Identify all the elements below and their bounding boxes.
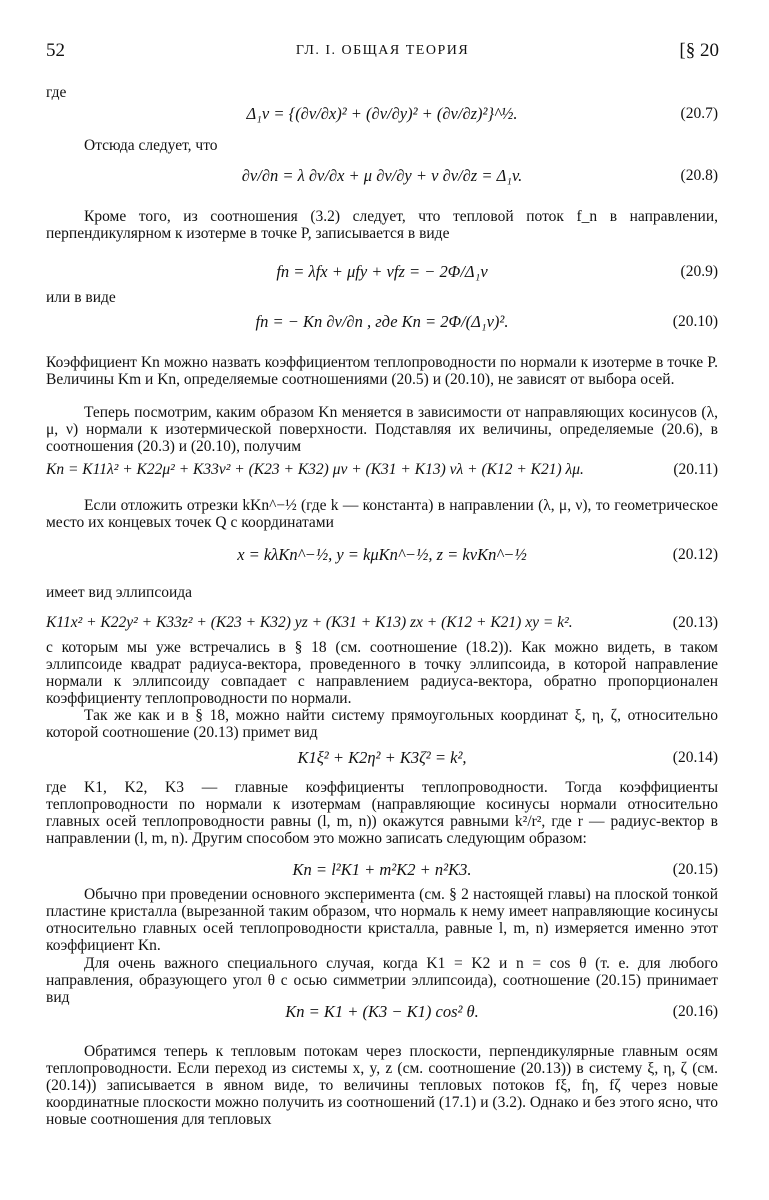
equation-formula: x = kλKn^−½, y = kμKn^−½, z = kνKn^−½: [237, 545, 527, 564]
paragraph: Обычно при проведении основного эксперимента (см. § 2 настоящей главы) на плоской тонкой пластине кристалла (вырезанной таким образом, что нормаль к нему имеет направляющие косинусы относительно главных осей теплопроводности кристалла, равные l, m, n) измеряется именно этот коэффициент Kn.: [46, 886, 718, 954]
equation-20-11: [46, 450, 718, 490]
paragraph: где K1, K2, K3 — главные коэффициенты теплопроводности. Тогда коэффициенты теплопроводности по нормали к изотермам (направляющие косинусы нормали относительно главных осей теплопроводности равны (l, m, n)) окажутся равными k²/r², где r — радиус-вектор в направлении (l, m, n). Другим способом это можно записать следующим образом:: [46, 779, 718, 847]
equation-number: (20.15): [672, 861, 718, 878]
page-number: 52: [46, 40, 65, 61]
equation-number: (20.10): [672, 313, 718, 330]
equation-20-14: [46, 738, 718, 778]
equation-formula: K11x² + K22y² + K33z² + (K23 + K32) yz + (K31 + K13) zx + (K12 + K21) xy = k².: [46, 614, 573, 631]
equation-20-7: [46, 94, 718, 134]
equation-20-16: [46, 992, 718, 1032]
text-gde: где: [46, 84, 67, 101]
paragraph: Отсюда следует, что: [84, 137, 218, 154]
equation-formula: Kn = K1 + (K3 − K1) cos² θ.: [285, 1002, 479, 1021]
equation-formula: Kn = K11λ² + K22μ² + K33ν² + (K23 + K32) μν + (K31 + K13) νλ + (K12 + K21) λμ.: [46, 461, 584, 478]
running-title: ГЛ. I. ОБЩАЯ ТЕОРИЯ: [295, 43, 470, 58]
paragraph: Для очень важного специального случая, когда K1 = K2 и n = cos θ (т. е. для любого направления, образующего угол θ с осью симметрии эллипсоида), соотношение (20.15) принимает вид: [46, 955, 718, 1006]
equation-20-12: [46, 535, 718, 575]
equation-number: (20.14): [672, 749, 718, 766]
page-header: [46, 40, 719, 66]
equation-20-8: [46, 156, 718, 196]
equation-number: (20.16): [672, 1003, 718, 1020]
text-ili-v-vide: или в виде: [46, 289, 116, 306]
equation-number: (20.8): [680, 167, 718, 184]
paragraph: Если отложить отрезки kKn^−½ (где k — константа) в направлении (λ, μ, ν), то геометрическое место их концевых точек Q с координатами: [46, 497, 718, 531]
equation-number: (20.11): [673, 461, 718, 478]
equation-number: (20.9): [680, 263, 718, 280]
equation-20-10: [46, 302, 718, 342]
section-marker: [§ 20: [679, 40, 719, 61]
equation-formula: Kn = l²K1 + m²K2 + n²K3.: [292, 860, 472, 879]
equation-formula: fn = λfx + μfy + νfz = − 2Φ/Δ₁v: [276, 262, 488, 281]
equation-20-9: [46, 252, 718, 292]
equation-20-13: [46, 603, 718, 643]
equation-formula: K1ξ² + K2η² + K3ζ² = k²,: [297, 748, 467, 767]
equation-formula: ∂v/∂n = λ ∂v/∂x + μ ∂v/∂y + ν ∂v/∂z = Δ₁v.: [241, 166, 523, 185]
equation-number: (20.7): [680, 105, 718, 122]
text-imeet-vid: имеет вид эллипсоида: [46, 584, 193, 601]
paragraph: Кроме того, из соотношения (3.2) следует, что тепловой поток f_n в направлении, перпендикулярном к изотерме в точке P, записывается в виде: [46, 208, 718, 242]
paragraph: Коэффициент Kn можно назвать коэффициентом теплопроводности по нормали к изотерме в точке P. Величины Km и Kn, определяемые соотношениями (20.5) и (20.10), не зависят от выбора осей.: [46, 354, 718, 388]
equation-formula: Δ₁v = {(∂v/∂x)² + (∂v/∂y)² + (∂v/∂z)²}^½.: [246, 104, 518, 123]
equation-formula: fn = − Kn ∂v/∂n , где Kn = 2Φ/(Δ₁v)².: [255, 312, 509, 331]
equation-20-15: [46, 850, 718, 890]
paragraph: Теперь посмотрим, каким образом Kn меняется в зависимости от направляющих косинусов (λ, μ, ν) нормали к изотермической поверхности. Подставляя их величины, определяемые (20.6), в соотношения (20.3) и (20.10), получим: [46, 404, 718, 455]
paragraph: Так же как и в § 18, можно найти систему прямоугольных координат ξ, η, ζ, относительно которой соотношение (20.13) примет вид: [46, 707, 718, 741]
equation-number: (20.12): [672, 546, 718, 563]
paragraph: с которым мы уже встречались в § 18 (см. соотношение (18.2)). Как можно видеть, в таком эллипсоиде квадрат радиуса-вектора, проведенного в точку эллипсоида, в которой направление нормали к эллипсоиду совпадает с направлением радиуса-вектора, обратно пропорционален коэффициенту теплопроводности по нормали.: [46, 639, 718, 707]
paragraph: Обратимся теперь к тепловым потокам через плоскости, перпендикулярные главным осям теплопроводности. Если переход из системы x, y, z (см. соотношение (20.13)) в систему ξ, η, ζ (см. (20.14)) записывается в явном виде, то величины тепловых потоков fξ, fη, fζ через новые координатные плоскости можно получить из соотношений (17.1) и (3.2). Однако и без этого ясно, что новые соотношения для тепловых: [46, 1043, 718, 1128]
equation-number: (20.13): [672, 614, 718, 631]
